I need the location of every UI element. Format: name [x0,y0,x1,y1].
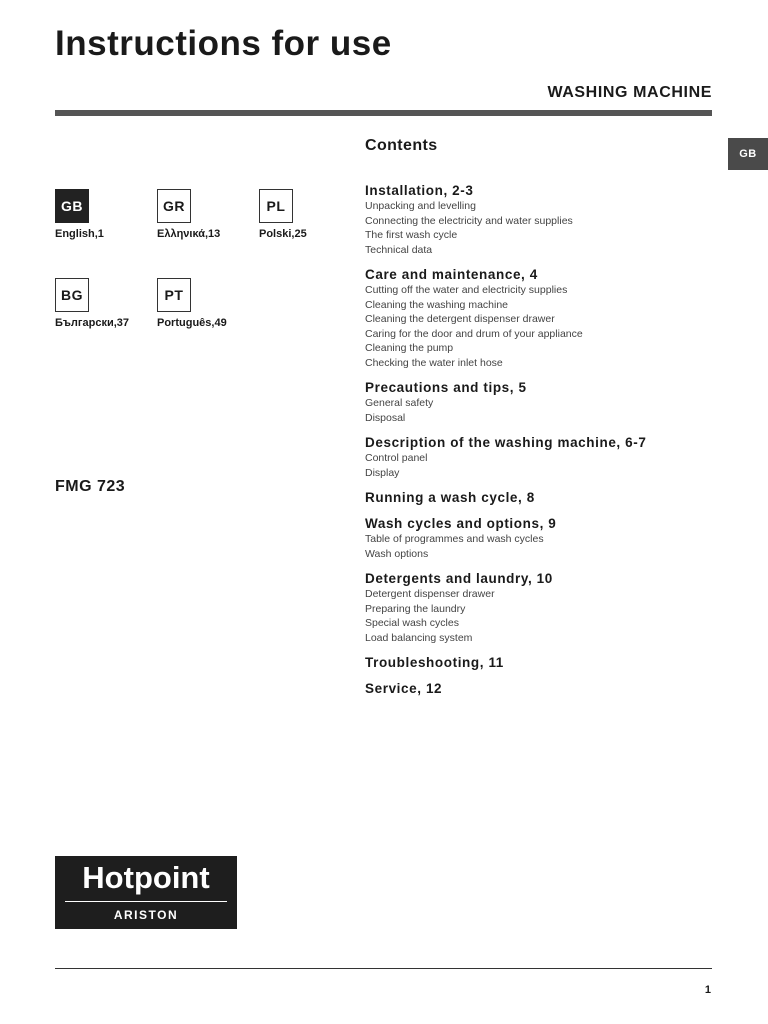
language-entry-pl[interactable] [259,189,369,240]
toc-section-heading[interactable]: Precautions and tips, 5 [365,380,527,395]
toc-section-heading[interactable]: Running a wash cycle, 8 [365,490,535,505]
toc-section [365,266,705,370]
toc-section-heading[interactable]: Service, 12 [365,681,443,696]
logo-brand: Hotpoint [82,860,210,895]
toc-section-heading[interactable]: Detergents and laundry, 10 [365,571,553,586]
toc-subitem[interactable]: The first wash cycle [365,229,458,241]
toc-section [365,654,705,671]
toc-subitem[interactable]: Connecting the electricity and water supplies [365,214,573,227]
model-number: FMG 723 [55,478,126,495]
toc-section [365,570,705,645]
toc-section [365,680,705,697]
language-entry-pt[interactable] [157,278,267,329]
toc-section-heading[interactable]: Installation, 2-3 [365,183,474,198]
toc-subitem[interactable]: Unpacking and levelling [365,200,476,212]
toc-subitem[interactable]: Caring for the door and drum of your appliance [365,327,583,340]
toc-subitem[interactable]: Wash options [365,547,429,560]
toc-section [365,379,705,425]
language-side-tab: GB [728,138,768,170]
toc-section [365,515,705,561]
toc-subitem[interactable]: Detergent dispenser drawer [365,588,495,600]
toc-section [365,182,705,257]
language-entry-gr[interactable] [157,189,267,240]
language-code-box: PL [259,189,293,223]
toc-subitem[interactable]: Control panel [365,452,428,464]
language-code-box: BG [55,278,89,312]
page-number: 1 [704,984,711,996]
toc-subitem[interactable]: Cleaning the detergent dispenser drawer [365,313,555,325]
logo-sub-brand: ARISTON [113,908,179,922]
toc-subitem[interactable]: Table of programmes and wash cycles [365,533,544,545]
toc-section-heading[interactable]: Troubleshooting, 11 [365,655,504,670]
toc-subitem[interactable]: Display [365,466,400,479]
toc-subitem[interactable]: Cutting off the water and electricity supplies [365,284,568,296]
toc-subitem[interactable]: Load balancing system [365,631,473,644]
toc-section-heading[interactable]: Care and maintenance, 4 [365,267,538,282]
language-code-box: GB [55,189,89,223]
document-subtitle: WASHING MACHINE [547,84,712,101]
toc-subitem[interactable]: Preparing the laundry [365,602,466,615]
hotpoint-ariston-logo [55,856,237,929]
toc-subitem[interactable]: Special wash cycles [365,617,459,629]
page-title: Instructions for use [55,24,392,63]
language-entry-gb[interactable] [55,189,165,240]
language-label: English,1 [55,228,104,240]
header-divider [55,110,712,116]
toc-subitem[interactable]: Checking the water inlet hose [365,356,503,369]
table-of-contents [365,182,705,706]
contents-heading: Contents [365,137,438,154]
toc-section [365,489,705,506]
toc-subitem[interactable]: Technical data [365,243,433,256]
toc-section [365,434,705,480]
toc-subitem[interactable]: Cleaning the washing machine [365,298,509,311]
language-code-box: PT [157,278,191,312]
logo-divider [65,901,227,902]
language-entry-bg[interactable] [55,278,165,329]
language-code-box: GR [157,189,191,223]
language-label: Ελληνικά,13 [157,228,221,240]
toc-subitem[interactable]: Disposal [365,411,406,424]
toc-subitem[interactable]: General safety [365,397,434,409]
toc-section-heading[interactable]: Wash cycles and options, 9 [365,516,557,531]
toc-section-heading[interactable]: Description of the washing machine, 6-7 [365,435,647,450]
language-label: Български,37 [55,317,130,329]
footer-divider [55,968,712,969]
toc-subitem[interactable]: Cleaning the pump [365,342,454,354]
language-label: Polski,25 [259,228,307,240]
language-label: Português,49 [157,317,227,329]
